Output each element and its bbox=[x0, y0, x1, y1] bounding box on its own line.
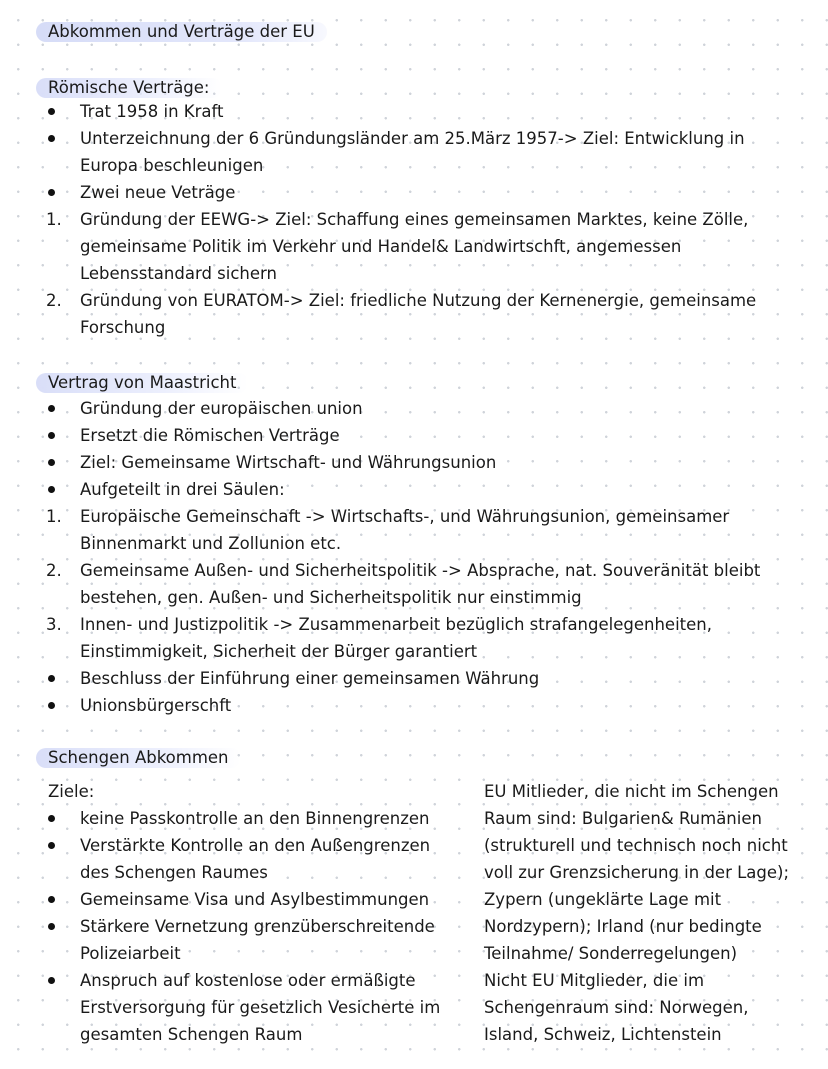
list-item-continuation: des Schengen Raumes bbox=[80, 863, 268, 882]
section-heading-roemische: Römische Verträge: bbox=[36, 78, 222, 98]
bullet-icon bbox=[48, 432, 55, 439]
bullet-icon bbox=[48, 842, 55, 849]
page-title bbox=[36, 22, 327, 42]
list-item-continuation: Polizeiarbeit bbox=[80, 944, 181, 963]
right-column-line: Nordzypern); Irland (nur bedingte bbox=[484, 917, 762, 936]
list-item: Aufgeteilt in drei Säulen: bbox=[45, 476, 788, 503]
list-item: Trat 1958 in Kraft bbox=[45, 98, 788, 125]
list-item: Gemeinsame Visa und Asylbestimmungen bbox=[45, 886, 465, 913]
numbered-item: 2. Gemeinsame Außen- und Sicherheitspolitik -> Absprache, nat. Souveränität bleibt bbox=[46, 561, 761, 580]
list-item: keine Passkontrolle an den Binnengrenzen bbox=[45, 805, 465, 832]
section-heading-schengen: Schengen Abkommen bbox=[36, 748, 241, 768]
bullet-icon bbox=[48, 977, 55, 984]
right-column-line: EU Mitlieder, die nicht im Schengen bbox=[484, 782, 779, 801]
list-item: Anspruch auf kostenlose oder ermäßigte bbox=[45, 967, 465, 994]
ziele-label: Ziele: bbox=[48, 782, 95, 801]
list-item: Verstärkte Kontrolle an den Außengrenzen bbox=[45, 832, 465, 859]
right-column-line: voll zur Grenzsicherung in der Lage); bbox=[484, 863, 790, 882]
right-column-line: Teilnahme/ Sonderregelungen) bbox=[484, 944, 738, 963]
list-item-continuation: bestehen, gen. Außen- und Sicherheitspolitik nur einstimmig bbox=[80, 588, 582, 607]
bullet-icon bbox=[48, 405, 55, 412]
list-item-continuation: Forschung bbox=[80, 318, 166, 337]
bullet-icon bbox=[48, 459, 55, 466]
list-item-continuation: gemeinsame Politik im Verkehr und Handel& Landwirtschft, angemessen bbox=[80, 237, 682, 256]
list-item: Unionsbürgerschft bbox=[45, 692, 788, 719]
bullet-icon bbox=[48, 702, 55, 709]
page-title-text: Abkommen und Verträge der EU bbox=[36, 22, 327, 42]
bullet-icon bbox=[48, 486, 55, 493]
list-item-continuation: Erstversorgung für gesetzlich Vesicherte im bbox=[80, 998, 441, 1017]
list-item: Ziel: Gemeinsame Wirtschaft- und Währungsunion bbox=[45, 449, 788, 476]
numbered-item: 3. Innen- und Justizpolitik -> Zusammenarbeit bezüglich strafangelegenheiten, bbox=[46, 615, 712, 634]
list-item: Zwei neue Veträge bbox=[45, 179, 788, 206]
bullet-icon bbox=[48, 135, 55, 142]
right-column-line: Raum sind: Bulgarien& Rumänien bbox=[484, 809, 762, 828]
numbered-item: 2. Gründung von EURATOM-> Ziel: friedliche Nutzung der Kernenergie, gemeinsame bbox=[46, 291, 757, 310]
list-item: Gründung der europäischen union bbox=[45, 395, 788, 422]
bullet-icon bbox=[48, 896, 55, 903]
right-column-line: Zypern (ungeklärte Lage mit bbox=[484, 890, 722, 909]
list-item-continuation: Binnenmarkt und Zollunion etc. bbox=[80, 534, 342, 553]
right-column-line: Nicht EU Mitglieder, die im bbox=[484, 971, 705, 990]
right-column-line: Schengenraum sind: Norwegen, bbox=[484, 998, 749, 1017]
list-item-continuation: gesamten Schengen Raum bbox=[80, 1025, 303, 1044]
list-item: Unterzeichnung der 6 Gründungsländer am 25.März 1957-> Ziel: Entwicklung in bbox=[45, 125, 788, 152]
bullet-icon bbox=[48, 108, 55, 115]
bullet-icon bbox=[48, 815, 55, 822]
right-column-line: Island, Schweiz, Lichtenstein bbox=[484, 1025, 722, 1044]
bullet-icon bbox=[48, 675, 55, 682]
bullet-icon bbox=[48, 923, 55, 930]
right-column-line: (strukturell und technisch noch nicht bbox=[484, 836, 788, 855]
list-item-continuation: Einstimmigkeit, Sicherheit der Bürger garantiert bbox=[80, 642, 478, 661]
list-item-continuation: Lebensstandard sichern bbox=[80, 264, 277, 283]
list-item: Beschluss der Einführung einer gemeinsamen Währung bbox=[45, 665, 788, 692]
list-item: Ersetzt die Römischen Verträge bbox=[45, 422, 788, 449]
list-item-continuation: Europa beschleunigen bbox=[80, 156, 264, 175]
section-heading-maastricht: Vertrag von Maastricht bbox=[36, 373, 248, 393]
list-item: Stärkere Vernetzung grenzüberschreitende bbox=[45, 913, 465, 940]
bullet-icon bbox=[48, 189, 55, 196]
numbered-item: 1. Europäische Gemeinschaft -> Wirtschafts-, und Währungsunion, gemeinsamer bbox=[46, 507, 730, 526]
numbered-item: 1. Gründung der EEWG-> Ziel: Schaffung eines gemeinsamen Marktes, keine Zölle, bbox=[46, 210, 749, 229]
